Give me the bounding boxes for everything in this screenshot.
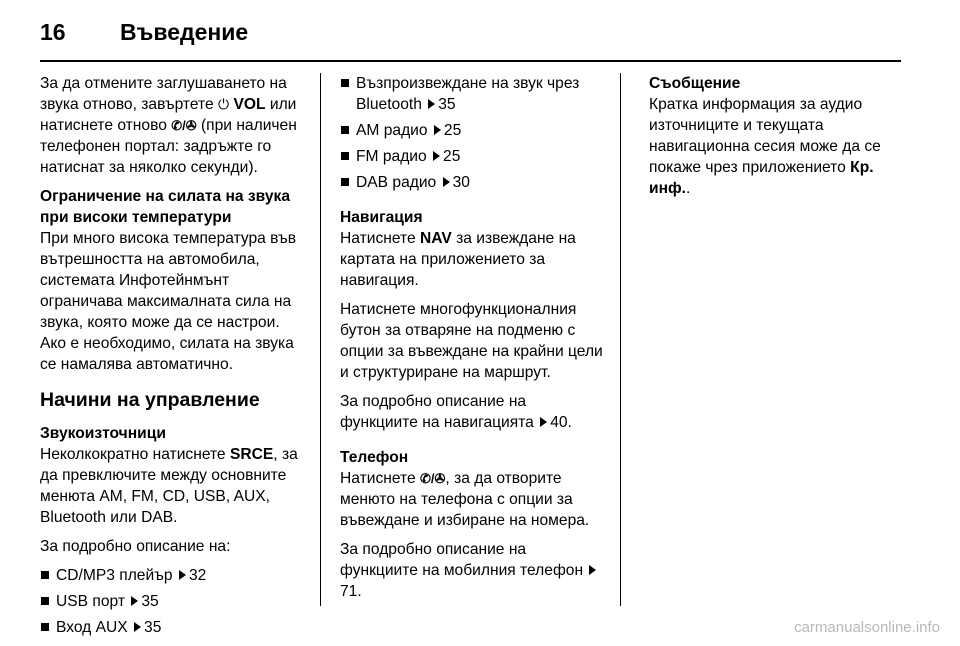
temperature-paragraph: При много висока температура във вътрешността на автомобила, системата Инфотейнмънт ограничава максималната сила на звука, която може да се настрои. Ако е необходимо, силата на звука се намалява автоматично. <box>40 230 296 373</box>
sources-paragraph: Неколкократно натиснете SRCE, за да превключите между основните менюта AM, FM, CD, USB, AUX, Bluetooth или DAB. <box>40 446 298 526</box>
page-ref[interactable]: 25 <box>443 122 462 139</box>
page-ref-icon <box>179 570 186 580</box>
page-title: Въведение <box>120 19 249 45</box>
page-ref[interactable]: 25 <box>443 148 461 165</box>
list-item: DAB радио 30 <box>340 172 606 193</box>
navigation-paragraph-3: За подробно описание на функциите на навигацията 40. <box>340 393 572 431</box>
list-item: USB порт 35 <box>40 591 306 612</box>
details-intro: За подробно описание на: <box>40 538 231 555</box>
sources-list <box>40 565 306 638</box>
list-item: Възпроизвеждане на звук чрез Bluetooth 35 <box>340 73 606 115</box>
phone-paragraph-2: За подробно описание на функциите на мобилния телефон 71. <box>340 539 606 602</box>
page-ref[interactable]: 30 <box>452 174 470 191</box>
page-ref-icon <box>589 565 596 575</box>
column-divider-1 <box>320 73 321 606</box>
page-ref[interactable]: 35 <box>144 619 162 636</box>
column-divider-2 <box>620 73 621 606</box>
bullet-icon <box>341 178 349 186</box>
page-ref-icon <box>443 177 450 187</box>
heading-temperature-limit: Ограничение на силата на звука при високи температури <box>40 188 290 226</box>
column-2 <box>340 73 606 610</box>
message-paragraph: Кратка информация за аудио източниците и текущата навигационна сесия може да се покаже чрез приложението Кр. инф.. <box>649 96 881 197</box>
page-number: 16 <box>40 19 66 45</box>
section-heading-controls: Начини на управление <box>40 389 260 411</box>
heading-audio-sources: Звукоизточници <box>40 425 166 442</box>
list-item: FM радио 25 <box>340 146 606 167</box>
mute-cancel-paragraph: За да отмените заглушаването на звука отново, завъртете ⏻ VOL или натиснете отново ✆/✇ (при наличен телефонен портал: задръжте го натиснат за няколко секунди). <box>40 75 297 176</box>
page-ref-icon <box>434 125 441 135</box>
bullet-icon <box>341 152 349 160</box>
list-item: CD/MP3 плейър 32 <box>40 565 306 586</box>
bullet-icon <box>341 126 349 134</box>
page-ref-icon <box>540 417 547 427</box>
phone-icon: ✆/✇ <box>420 471 446 486</box>
navigation-paragraph-1: Натиснете NAV за извеждане на картата на приложението за навигация. <box>340 230 576 289</box>
header-divider <box>40 60 901 62</box>
page-ref[interactable]: 32 <box>188 567 207 584</box>
heading-phone: Телефон <box>340 449 409 466</box>
bullet-icon <box>41 623 49 631</box>
vol-key-label: VOL <box>233 96 266 113</box>
page-ref-icon <box>134 622 141 632</box>
navigation-paragraph-2: Натиснете многофункционалния бутон за отваряне на подменю с опции за въвеждане на крайни цели и структуриране на маршрут. <box>340 301 603 381</box>
list-item: Вход AUX 35 <box>40 617 306 638</box>
heading-message: Съобщение <box>649 75 741 92</box>
power-icon: ⏻ <box>218 96 230 112</box>
info-app-label: Кр. инф. <box>649 159 874 197</box>
page-ref[interactable]: 40. <box>550 414 572 431</box>
page-ref-icon <box>428 99 435 109</box>
column-3 <box>649 73 909 207</box>
watermark: carmanualsonline.info <box>794 619 940 636</box>
column-1 <box>40 73 306 646</box>
page-ref[interactable]: 35 <box>438 96 456 113</box>
phone-paragraph-1: Натиснете ✆/✇, за да отворите менюто на телефона с опции за въвеждане и избиране на номера. <box>340 470 590 529</box>
sources-list-continued <box>340 73 606 193</box>
page-ref-icon <box>131 596 138 606</box>
page-ref[interactable]: 71. <box>340 583 362 600</box>
page-ref-icon <box>433 151 440 161</box>
nav-key-label: NAV <box>420 230 452 247</box>
list-item: AM радио 25 <box>340 120 606 141</box>
bullet-icon <box>341 79 349 87</box>
page-ref[interactable]: 35 <box>141 593 159 610</box>
srce-key-label: SRCE <box>229 446 274 463</box>
bullet-icon <box>41 597 49 605</box>
bullet-icon <box>41 571 49 579</box>
heading-navigation: Навигация <box>340 209 423 226</box>
phone-mute-icon: ✆/✇ <box>171 118 197 133</box>
